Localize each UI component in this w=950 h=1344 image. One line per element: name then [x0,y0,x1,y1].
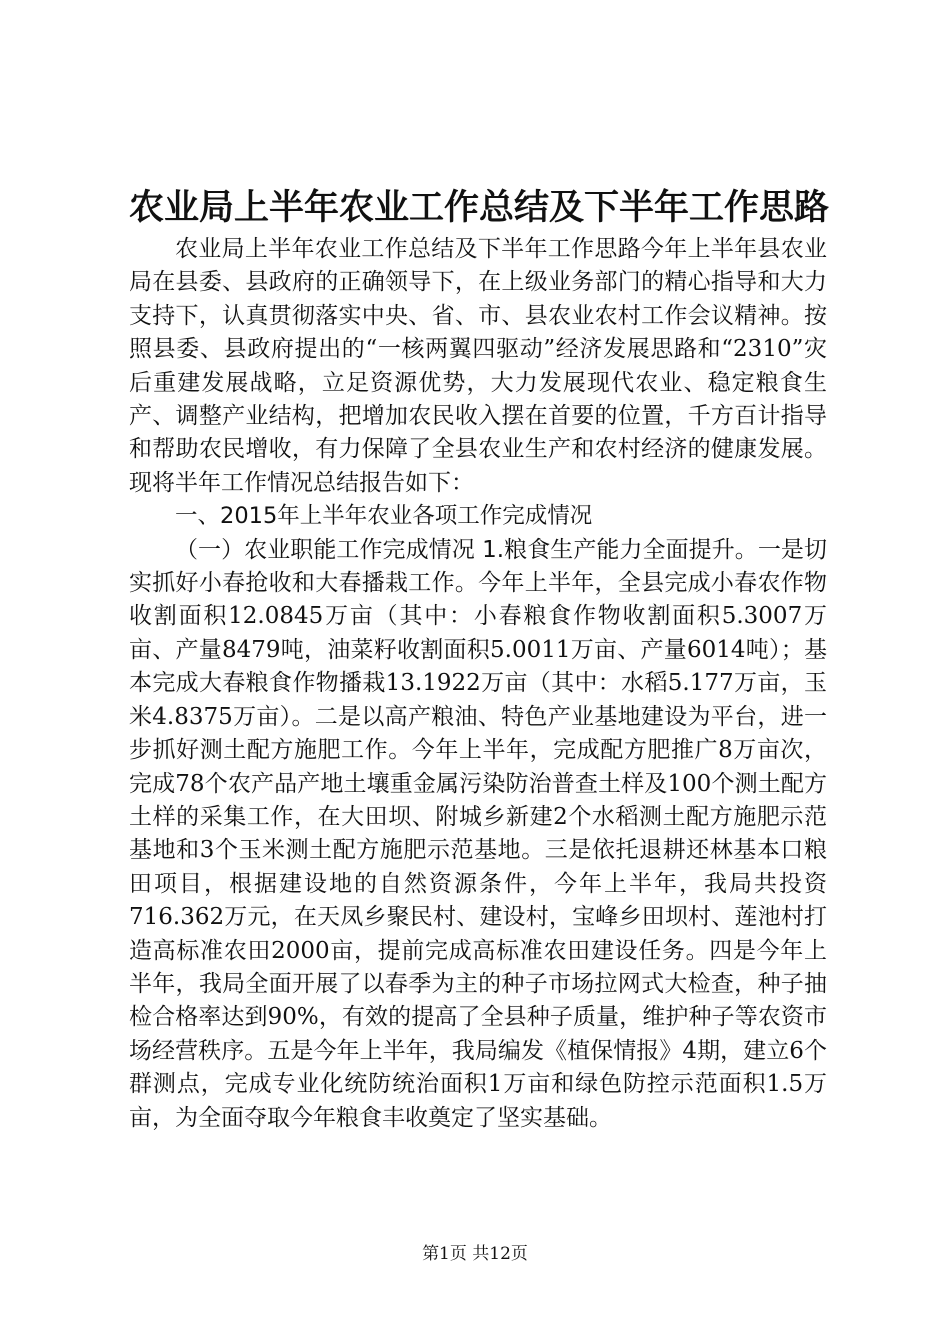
intro-paragraph: 农业局上半年农业工作总结及下半年工作思路今年上半年县农业局在县委、县政府的正确领导下，在上级业务部门的精心指导和大力支持下，认真贯彻落实中央、省、市、县农业农村工作会议精神。按照县委、县政府提出的“一核两翼四驱动”经济发展思路和“2310”灾后重建发展战略，立足资源优势，大力发展现代农业、稳定粮食生产、调整产业结构，把增加农民收入摆在首要的位置，千方百计指导和帮助农民增收，有力保障了全县农业生产和农村经济的健康发展。现将半年工作情况总结报告如下： [129,236,827,496]
document-body [129,233,827,1135]
sub-heading: （一）农业职能工作完成情况 1.粮食生产能力全面提升。 [175,536,758,563]
section-body-text: 一是切实抓好小春抢收和大春播栽工作。今年上半年，全县完成小春农作物收割面积12.0845万亩（其中：小春粮食作物收割面积5.3007万亩、产量8479吨，油菜籽收割面积5.0011万亩、产量6014吨）；基本完成大春粮食作物播栽13.1922万亩（其中：水稻5.177万亩，玉米4.8375万亩）。二是以高产粮油、特色产业基地建设为平台，进一步抓好测土配方施肥工作。今年上半年，完成配方肥推广8万亩次，完成78个农产品产地土壤重金属污染防治普查土样及100个测土配方土样的采集工作，在大田坝、附城乡新建2个水稻测土配方施肥示范基地和3个玉米测土配方施肥示范基地。三是依托退耕还林基本口粮田项目，根据建设地的自然资源条件，今年上半年，我局共投资716.362万元，在天凤乡聚民村、建设村，宝峰乡田坝村、莲池村打造高标准农田2000亩，提前完成高标准农田建设任务。四是今年上半年，我局全面开展了以春季为主的种子市场拉网式大检查，种子抽检合格率达到90%，有效的提高了全县种子质量，维护种子等农资市场经营秩序。五是今年上半年，我局编发《植保情报》4期，建立6个群测点，完成专业化统防统治面积1万亩和绿色防控示范面积1.5万亩，为全面夺取今年粮食丰收奠定了坚实基础。 [129,536,827,1131]
page-number-footer: 第1页 共12页 [422,1244,528,1264]
section-heading: 一、2015年上半年农业各项工作完成情况 [175,503,593,530]
section-paragraph [129,534,827,1135]
document-title: 农业局上半年农业工作总结及下半年工作思路 [129,188,830,228]
